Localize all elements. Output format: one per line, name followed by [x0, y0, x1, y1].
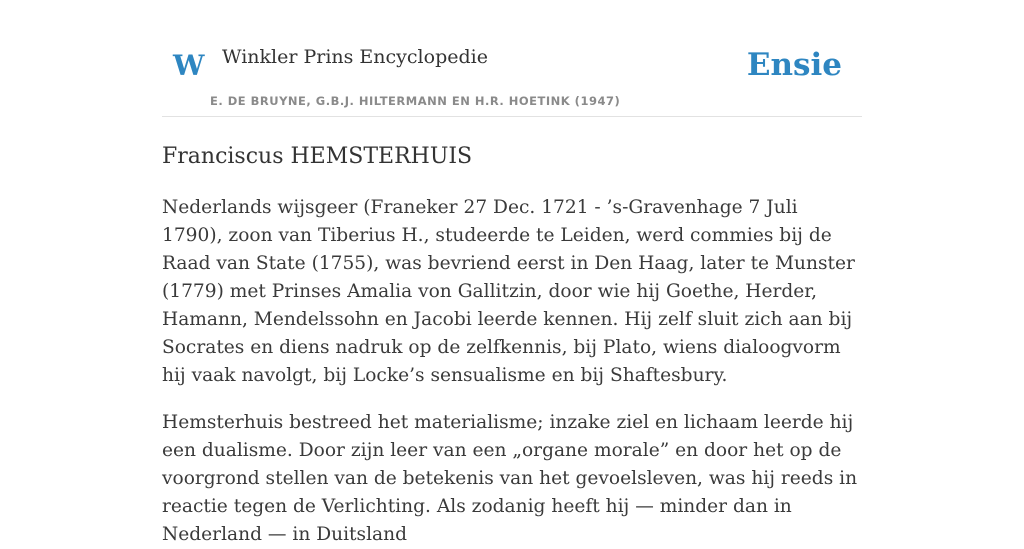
source-header: [162, 0, 862, 117]
winkler-prins-logo[interactable]: W: [173, 49, 205, 82]
source-authors: E. DE BRUYNE, G.B.J. HILTERMANN EN H.R. HOETINK (1947): [210, 94, 621, 108]
source-title-link[interactable]: Winkler Prins Encyclopedie: [222, 46, 488, 68]
ensie-brand-logo[interactable]: Ensie: [746, 47, 842, 83]
article-title: Franciscus HEMSTERHUIS: [162, 144, 473, 169]
article-paragraph: Hemsterhuis bestreed het materialisme; inzake ziel en lichaam leerde hij een dualisme. Door zijn leer van een „organe morale” en door het op de voorgrond stellen van de betekenis van het gevoelsleven, was hij reeds in reactie tegen de Verlichting. Als zodanig heeft hij — minder dan in Nederland — in Duitsland: [162, 411, 858, 545]
article-paragraph: Nederlands wijsgeer (Franeker 27 Dec. 1721 - ’s-Gravenhage 7 Juli 1790), zoon van Tiberius H., studeerde te Leiden, werd commies bij de Raad van State (1755), was bevriend eerst in Den Haag, later te Munster (1779) met Prinses Amalia von Gallitzin, door wie hij Goethe, Herder, Hamann, Mendelssohn en Jacobi leerde kennen. Hij zelf sluit zich aan bij Socrates en diens nadruk op de zelfkennis, bij Plato, wiens dialoogvorm hij vaak navolgt, bij Locke’s sensualisme en bij Shaftesbury.: [162, 196, 855, 386]
page-container: [162, 0, 862, 549]
